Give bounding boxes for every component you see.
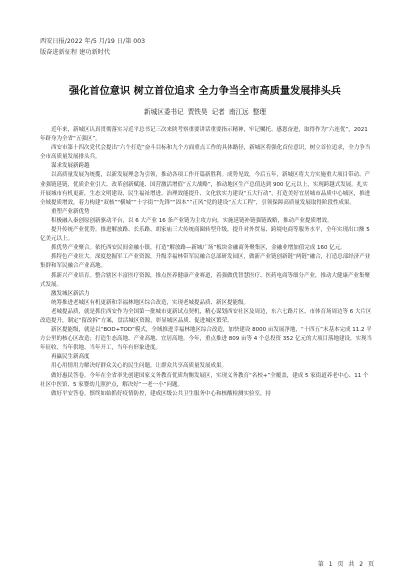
section-heading: 再赢民生新高度 [51,354,90,361]
section-heading: 激发城区新活力 [51,290,90,297]
body-paragraph: 抓新兴产业培育。整合辖区丰富医疗资源，推点医养健康产业赛道，着强做优智慧医疗、医药电商等细分产业，推动大健康产业集聚式发展。 [40,272,371,288]
meta-line-2: 版奋进新征程 建功新时代 [40,49,111,56]
body-paragraph: 提升传统产业优势。推进解放路、长乐路、胡家庙三大传统商圈转型升级，提升对外贸易、跨境电商等服务水平，全年实现出口额 5 亿美元以上。 [40,227,370,243]
meta-line-1: 西安日报/2022 年/5 月/19 日/第 003 [40,38,146,45]
body-paragraph: 抓优势产业聚合。依托西安民间金融小镇，打造“解放路—新城广场”板块金融商务聚集区，金融业增加值完成 160 亿元。 [51,245,346,252]
publication-meta [40,36,380,58]
body-paragraph: 做好惠民答卷。今年在全省率先创建国家义务教育优质均衡发展区，实现义务教育“名校+”全覆盖，建成 5 家街道养老中心、11 个社区中医馆、5 家婴幼儿照护点，解决好“一老一小”问题。 [40,372,369,388]
body-paragraph: 新区提能级，就是以“BOD+TOD”模式，全域推进幸福林地区综合改造，加快建设 8000 亩发展净地，“十四五”末基本完成 11.2 平方公里的核心区改造；打造生态高地、产业高地、宜居高地。今年，重点推进 809 亩等 4 个总投资 352 亿元的大项目落地建设，实现当年征收、当年供地、当年开工，当年有形象进度。 [40,327,372,352]
body-paragraph: 统筹推进老城区有机更新和幸福林地区综合改造，实现老城提品质、新区提能级。 [51,299,250,306]
body-paragraph: 积极融入秦创原创新驱动平台，以 6 大产业 16 条产业链为主攻方向，实施延链补链强链战略，推动产业提质增效。 [51,217,333,224]
page-footer: 第 1 页 共 2 页 [317,561,374,568]
section-heading: 谋求发展新跨越 [51,163,90,170]
article-byline: 新城区委书记 贾铁昊 记者 南江远 整理 [144,108,266,116]
body-paragraph: 以高质量发展为统揽，以新发展理念为引领，推动各项工作开篇新胜利。成势见效，今后五年，新城区将大力实施重大项目带动、产业强链延链、优质企业引大、改革创新赋能、国营激活增值“五大战略”，推动地区生产总值达到 900 亿元以上，实现跨越式发展。扎实开展城市有机更新，生态文明建设、民生福祉增进、治理效能提升、文化软实力建设“五大行动”，打造美好宜居城市品质中心城区，推进全域提质增效，着力构建“双核”“横城”“十字街”“先锋”“固本”“正风”党的建设“五大工程”，引领保障高质量发展取得阶段性成果。 [40,172,371,206]
body-paragraph: 西安市第十四次党代会提出“六个打造”奋斗目标和九个方面重点工作的具体路径，新城区将强化首位意识，树立首位追求，全力争当全市高质量发展排头兵。 [40,145,371,161]
body-paragraph: 近年来，新城区认真贯彻落实习近平总书记三次来陕考察重要讲话重要指示精神，牢记嘱托、感恩奋进，取得作为“六连优”，2021 年跻身为全省“五强区”。 [40,127,368,143]
body-paragraph: 做好平安答卷。慎终如始抓好疫情防控，建成区级公共卫生服务中心和核酸检测实验室，持 [51,390,272,397]
article-title: 强化首位意识 树立首位追求 全力争当全市高质量发展排头兵 [69,85,341,97]
article-body [40,126,372,554]
body-paragraph: 老城提品质，就是抓住西安作为全国第一批城市更新试点契机，精心谋划西安社区及周边，东六七路片区、市体育场周边等 6 大片区改造提升，制定“留改拆”方案，盘活城区资源，彰显城区品质、促进城区繁荣。 [40,308,372,324]
body-paragraph: 抓特色产业壮大。深度挖掘军工产业资源，升级幸福林带军民融合总部研发园区，做新产业链创新链“两链”融合，打造总部经济产业集群和军民融合产业高地。 [40,254,371,270]
body-paragraph: 用心用情用力解决好群众关心的民生问题，让群众共享高质量发展成果。 [51,363,228,370]
section-heading: 重塑产业新优势 [51,208,90,215]
